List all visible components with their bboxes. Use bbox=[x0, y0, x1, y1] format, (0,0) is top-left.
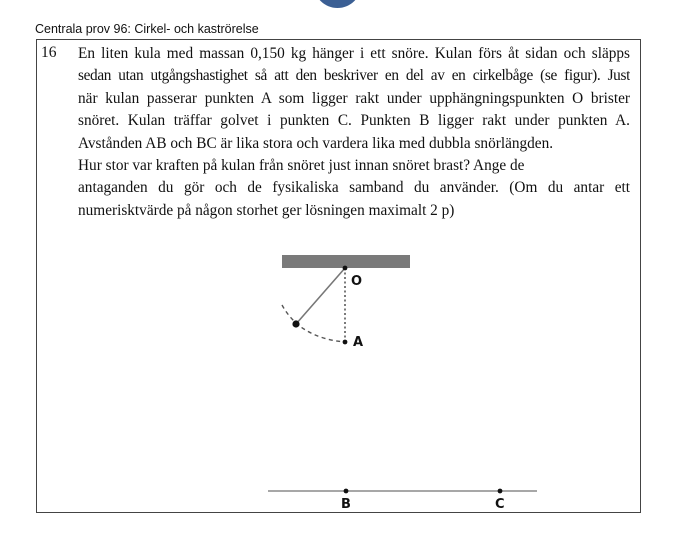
label-c: C bbox=[495, 497, 505, 512]
point-a-dot bbox=[343, 340, 348, 345]
problem-line: när kulan passerar punkten A som ligger rakt under upphängningspunkten O brister bbox=[78, 89, 630, 107]
problem-line: antaganden du gör och de fysikaliska samband du använder. (Om du antar ett bbox=[78, 179, 630, 197]
problem-line: sedan utan utgångshastighet så att den beskriver en del av en cirkelbåge (se figur). Just bbox=[78, 67, 630, 85]
label-o: O bbox=[351, 274, 363, 289]
problem-line: numerisktvärde på någon storhet ger lösningen maximalt 2 p) bbox=[78, 201, 455, 219]
label-a: A bbox=[353, 335, 364, 350]
problem-line: Avstånden AB och BC är lika stora och vardera lika med dubbla snörlängden. bbox=[78, 134, 554, 152]
problem-line: En liten kula med massan 0,150 kg hänger i ett snöre. Kulan förs åt sidan och släpps bbox=[78, 45, 630, 62]
point-b-dot bbox=[344, 489, 349, 494]
problem-line: snöret. Kulan träffar golvet i punkten C. Punkten B ligger rakt under punkten A. bbox=[78, 112, 630, 130]
arc-path bbox=[282, 305, 345, 342]
point-c-dot bbox=[498, 489, 503, 494]
problem-line: Hur stor var kraften på kulan från snöret just innan snöret brast? Ange de bbox=[78, 156, 525, 174]
point-o-dot bbox=[343, 266, 348, 271]
string-line bbox=[296, 268, 345, 324]
problem-number: 16 bbox=[41, 44, 57, 61]
page-header: Centrala prov 96: Cirkel- och kaströrelse bbox=[35, 22, 259, 36]
ball bbox=[292, 320, 299, 327]
label-b: B bbox=[341, 497, 351, 512]
